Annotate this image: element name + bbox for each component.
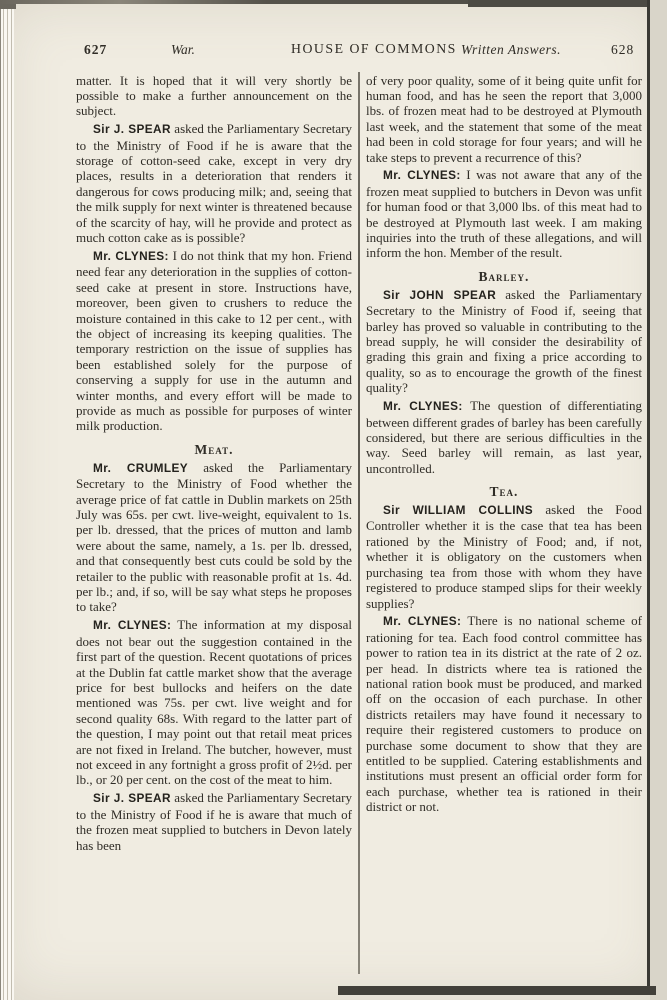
question-paragraph bbox=[76, 790, 352, 853]
scan-edge-left bbox=[0, 0, 1, 1000]
speaker-name: Sir J. SPEAR bbox=[93, 122, 171, 137]
page-title: HOUSE OF COMMONS bbox=[291, 41, 457, 56]
book-page-edges bbox=[0, 0, 14, 1000]
question-paragraph bbox=[76, 460, 352, 615]
answer-paragraph bbox=[76, 248, 352, 434]
speaker-name: Mr. CRUMLEY bbox=[93, 460, 188, 475]
scan-edge-top-right bbox=[468, 0, 667, 7]
paragraph-text: of very poor quality, some of it being quite unfit for human food, and has he seen the report that 3,000 lbs. of frozen meat had to be destroyed at Plymouth last week, and the statement that some of the meat had been in cold storage for four years; and will he take steps to prevent a recurrence of this? bbox=[366, 72, 642, 165]
text-columns bbox=[76, 70, 642, 855]
book-spine-shadow bbox=[647, 0, 650, 992]
speech-text: asked the Food Controller whether it is the case that tea has been rationed by the Ministry of Food; and, if not, whether it is obligatory on the customers when purchasing tea from those with whom they have registered to produce stamped slips for their weekly supplies? bbox=[366, 502, 642, 611]
scan-margin-right bbox=[650, 0, 667, 1000]
page-edge-line bbox=[7, 0, 8, 1000]
speech-text: There is no national scheme of rationing for tea. Each food control committee has power to ration tea in its district at the rate of 2 oz. per head. In districts where tea is rationed the national ration book must be produced, and marked off on the occasion of each purchase. In other districts retailers may have found it necessary to require their registered customers to produce on purchase some document to show that they are entitled to be supplied. Catering establishments and institutions must present an official order form for each purchase, whether tea is rationed in their district or not. bbox=[366, 613, 643, 815]
speech-text: The information at my disposal does not bear out the suggestion contained in the first part of the question. Recent quotations of prices at the Dublin fat cattle market show that the average price for best bullocks and heifers on the date mentioned was 75s. per cwt. live weight and for second quality 68s. With regard to the latter part of the question, I may point out that retail meat prices are not fixed in Ireland. The butcher, however, must not exceed in any fortnight a gross profit of 2½d. per lb., or 20 per cent. on the cost of the meat to him. bbox=[76, 617, 352, 788]
speech-text: I was not aware that any of the frozen meat supplied to butchers in Devon was unfit for human food or that 3,000 lbs. of this meat had to be destroyed at Plymouth last week. I am making inquiries into the truth of these allegations, and will inform the hon. Member of the result. bbox=[366, 167, 643, 261]
page-content bbox=[76, 40, 642, 855]
speech-text: The question of differentiating between different grades of barley has been carefully considered, but there are serious difficulties in the way. Seed barley will remain, as last year, uncontrolled. bbox=[366, 398, 643, 476]
speaker-name: Sir WILLIAM COLLINS bbox=[383, 503, 534, 518]
running-title-left: War. bbox=[171, 42, 195, 57]
scan-edge-bottom bbox=[338, 986, 656, 995]
paragraph-text: matter. It is hoped that it will very shortly be possible to make a further announcement on the subject. bbox=[76, 72, 352, 119]
speaker-name: Mr. CLYNES: bbox=[383, 614, 462, 629]
question-paragraph bbox=[76, 121, 352, 245]
speaker-name: Mr. CLYNES: bbox=[93, 248, 169, 263]
answer-paragraph bbox=[366, 398, 642, 476]
page-number-right: 628 bbox=[611, 42, 635, 57]
speech-text: asked the Parliamentary Secretary to the Ministry of Food if, seeing that barley has proved so valuable in contributing to the bread supply, he will consider the desirability of grading this grain and fixing a price according to quality, so as to encourage the growth of the finest quality? bbox=[366, 286, 642, 396]
page-header bbox=[76, 40, 642, 66]
speaker-name: Sir J. SPEAR bbox=[93, 791, 171, 806]
left-column bbox=[76, 70, 352, 855]
page-edge-line bbox=[3, 0, 4, 1000]
speech-text: asked the Parliamentary Secretary to the Ministry of Food if he is aware that the storage of cotton-seed cake, except in very dry places, results in a deterioration that renders it dangerous for cows producing milk; and, seeing that the milk supply for next winter is threatened because of the scarcity of hay, will he provide and protect as much cotton cake as is possible? bbox=[76, 121, 352, 246]
answer-paragraph bbox=[366, 167, 642, 260]
speaker-name: Mr. CLYNES: bbox=[383, 399, 463, 414]
speech-text: asked the Parliamentary Secretary to the Ministry of Food whether the average price of fat cattle in Dublin markets on 25th July was 65s. per cwt. live-weight, equivalent to 1s. per lb. dressed, that the prices of mutton and lamb were about the same, namely, a 1s. per lb. dressed, and that consequently best cuts could be sold by the retailer to the public with reasonable profit at 1s. 4d. per lb.; and, if so, will be say what steps he proposes to take? bbox=[76, 459, 352, 615]
speaker-name: Mr. CLYNES: bbox=[383, 168, 461, 183]
speaker-name: Mr. CLYNES: bbox=[93, 618, 172, 633]
section-heading-barley: Barley. bbox=[478, 268, 530, 284]
page-edge-line bbox=[11, 0, 12, 1000]
answer-paragraph bbox=[366, 613, 642, 814]
continuation-paragraph bbox=[366, 73, 642, 165]
speech-text: I do not think that my hon. Friend need fear any deterioration in the supplies of cotton-seed cake at present in store. Instructions have, moreover, been given to crushers to reduce the moisture contained in this cake to 12 per cent., with the object of increasing its keeping qualities. The temporary restriction on the issue of supplies has been established solely for the purpose of conserving a supply for use in the autumn and winter months, and every effort will be made to provide as much as possible for purposes of winter milk production. bbox=[76, 247, 353, 434]
question-paragraph bbox=[366, 502, 642, 611]
speaker-name: Sir JOHN SPEAR bbox=[383, 287, 497, 302]
running-title-right: Written Answers. bbox=[461, 42, 562, 57]
section-heading-tea: Tea. bbox=[489, 484, 519, 500]
speech-text: asked the Parliamentary Secretary to the Ministry of Food if he is aware that much of the frozen meat supplied to butchers in Devon lately has been bbox=[76, 790, 352, 853]
page-number-left: 627 bbox=[84, 42, 108, 57]
right-column bbox=[366, 70, 642, 855]
continuation-paragraph bbox=[76, 73, 352, 119]
column-divider-rule bbox=[358, 72, 360, 974]
section-heading-meat: Meat. bbox=[194, 441, 234, 457]
answer-paragraph bbox=[76, 617, 352, 787]
question-paragraph bbox=[366, 287, 642, 396]
